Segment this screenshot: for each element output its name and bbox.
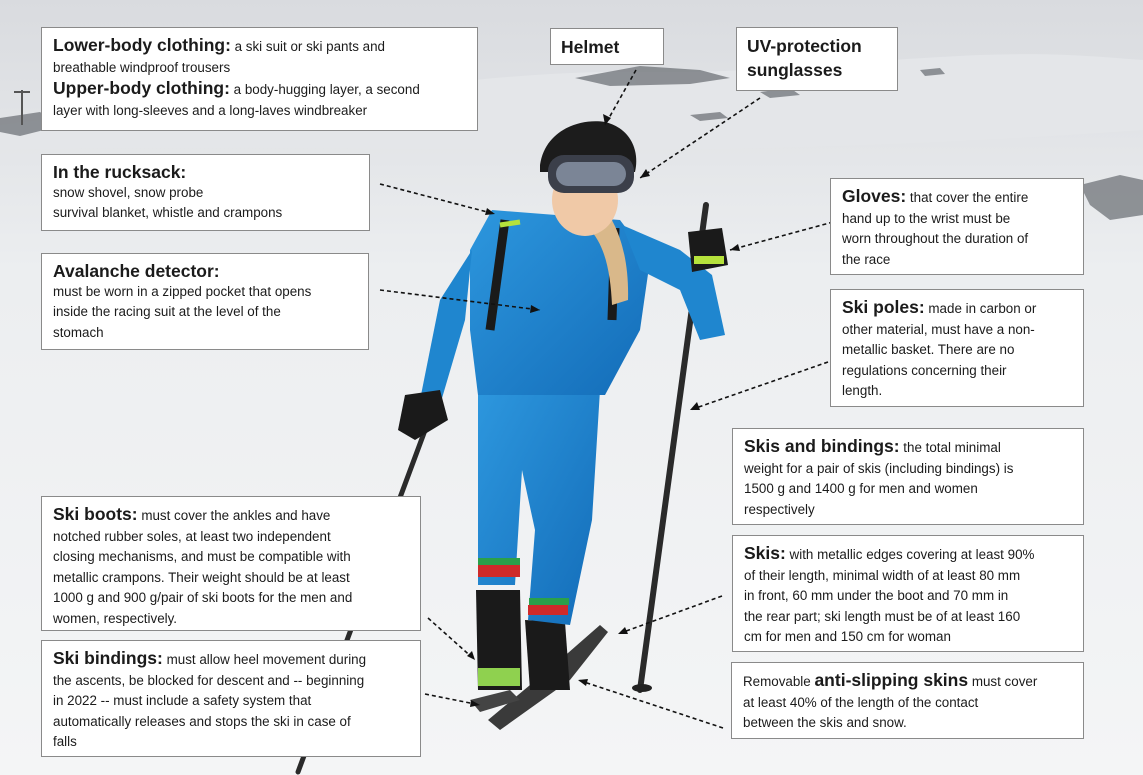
lower-body-clothing-title: Lower-body clothing: bbox=[53, 35, 231, 55]
skis-and-bindings-label: Skis and bindings: the total minimal weight for a pair of skis (including bindings) is 1500 g and 1400 g for men and women respectively bbox=[732, 428, 1084, 525]
rucksack-title: In the rucksack: bbox=[53, 162, 187, 182]
ski-poles-label: Ski poles: made in carbon or other material, must have a non- metallic basket. There are no regulations concerning their length. bbox=[830, 289, 1084, 407]
ski-poles-title: Ski poles: bbox=[842, 297, 925, 317]
ski-bindings-title: Ski bindings: bbox=[53, 648, 163, 668]
gloves-title: Gloves: bbox=[842, 186, 907, 206]
anti-slipping-skins-title: anti-slipping skins bbox=[814, 670, 969, 690]
anti-slipping-skins-label: Removable anti-slipping skins must cover at least 40% of the length of the contact between the skis and snow. bbox=[731, 662, 1084, 739]
ski-bindings-label: Ski bindings: must allow heel movement during the ascents, be blocked for descent and -- beginning in 2022 -- must include a safety system that automatically releases and stops the ski in case of falls bbox=[41, 640, 421, 757]
pole-basket bbox=[632, 684, 652, 692]
ski-boots-title: Ski boots: bbox=[53, 504, 138, 524]
sunglasses-label: UV-protection sunglasses bbox=[736, 27, 898, 91]
avalanche-detector-title: Avalanche detector: bbox=[53, 261, 220, 281]
helmet-label: Helmet bbox=[550, 28, 664, 65]
upper-body-clothing-title: Upper-body clothing: bbox=[53, 78, 230, 98]
ski-boots-label: Ski boots: must cover the ankles and have notched rubber soles, at least two independent closing mechanisms, and must be compatible with metallic crampons. Their weight should be at least 1000 g and 900 g/pair of ski boots for the men and women, respectively. bbox=[41, 496, 421, 631]
skis-title: Skis: bbox=[744, 543, 786, 563]
skis-and-bindings-title: Skis and bindings: bbox=[744, 436, 900, 456]
rucksack-label: In the rucksack: snow shovel, snow probe survival blanket, whistle and crampons bbox=[41, 154, 370, 231]
right-boot bbox=[525, 620, 570, 690]
skis-label: Skis: with metallic edges covering at least 90% of their length, minimal width of at least 80 mm in front, 60 mm under the boot and 70 mm in the rear part; ski length must be of at least 160 cm for men and 150 cm for woman bbox=[732, 535, 1084, 652]
gloves-label: Gloves: that cover the entire hand up to the wrist must be worn throughout the duration of the race bbox=[830, 178, 1084, 275]
clothing-label: Lower-body clothing: a ski suit or ski pants and breathable windproof trousers Upper-body clothing: a body-hugging layer, a second layer with long-sleeves and a long-laves windbreaker bbox=[41, 27, 478, 131]
right-glove bbox=[688, 228, 728, 272]
avalanche-detector-label: Avalanche detector: must be worn in a zipped pocket that opens inside the racing suit at the level of the stomach bbox=[41, 253, 369, 350]
